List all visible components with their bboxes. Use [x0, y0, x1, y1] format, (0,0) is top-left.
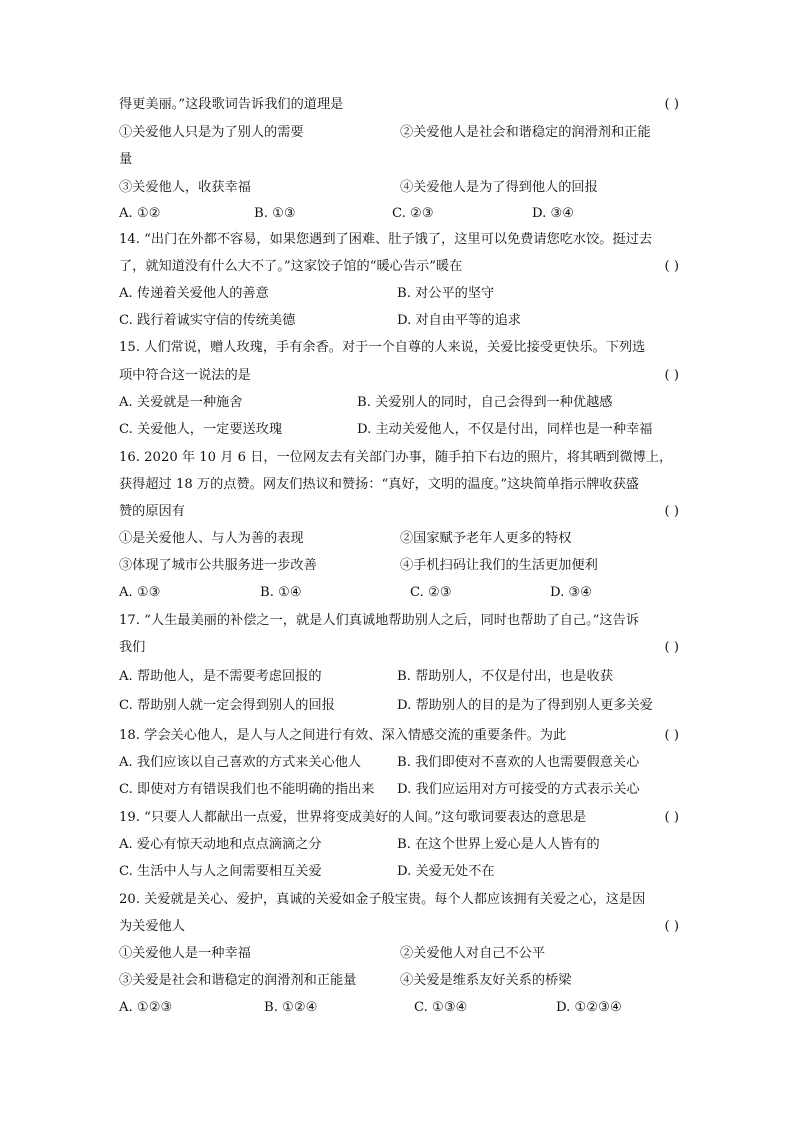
question-16-stem-line-3: 赞的原因有 ( ) — [119, 502, 679, 522]
answer-blank: ( ) — [664, 919, 679, 934]
option-a: A. 关爱就是一种施舍 — [119, 395, 243, 410]
answer-blank: ( ) — [664, 504, 679, 519]
question-20-stem-line-2: 为关爱他人 ( ) — [119, 917, 679, 937]
option-c: C. 生活中人与人之间需要相互关爱 — [119, 864, 322, 879]
option-d: D. 对自由平等的追求 — [397, 313, 521, 328]
statement-4: ④手机扫码让我们的生活更加便利 — [400, 558, 598, 573]
statement-2: ②国家赋予老年人更多的特权 — [400, 531, 572, 546]
option-a: A. 爱心有惊天动地和点点滴滴之分 — [119, 837, 322, 852]
answer-blank: ( ) — [664, 640, 679, 655]
statement-4: ④关爱他人是为了得到他人的回报 — [400, 180, 598, 195]
option-b: B. ①③ — [254, 206, 296, 221]
question-18-stem: 18. 学会关心他人，是人与人之间进行有效、深入情感交流的重要条件。为此 ( ) — [119, 726, 679, 746]
question-15-stem-line-1: 15. 人们常说，赠人玫瑰，手有余香。对于一个自尊的人来说，关爱比接受更快乐。下列选 — [119, 340, 646, 355]
statement-1: ①关爱他人是一种幸福 — [119, 946, 251, 961]
question-16-stem-line-2: 获得超过 18 万的点赞。网友们热议和赞扬：“真好，文明的温度。”这块简单指示牌收获盛 — [119, 477, 639, 492]
question-20-stem-line-1: 20. 关爱就是关心、爱护，真诚的关爱如金子般宝贵。每个人都应该拥有关爱之心，这是因 — [119, 892, 646, 907]
answer-blank: ( ) — [664, 728, 679, 743]
question-19-stem: 19. “只要人人都献出一点爱，世界将变成美好的人间。”这句歌词要表达的意思是 ( ) — [119, 808, 679, 828]
option-a: A. ①③ — [119, 585, 161, 600]
question-16-stem-line-1: 16. 2020 年 10 月 6 日，一位网友去有关部门办事，随手拍下右边的照片，将其晒到微博上， — [119, 450, 673, 465]
answer-blank: ( ) — [664, 97, 679, 112]
answer-blank: ( ) — [664, 259, 679, 274]
question-14-stem-line-1: 14. “出门在外都不容易，如果您遇到了困难、肚子饿了，这里可以免费请您吃水饺。挺过去 — [119, 232, 653, 247]
answer-blank: ( ) — [664, 810, 679, 825]
option-d: D. 关爱无处不在 — [397, 864, 495, 879]
option-b: B. ①④ — [260, 585, 302, 600]
question-17-stem-line-2: 我们 ( ) — [119, 638, 679, 658]
option-c: C. 关爱他人，一定要送玫瑰 — [119, 422, 283, 437]
option-c: C. ②③ — [410, 585, 452, 600]
option-d: D. ③④ — [550, 585, 593, 600]
option-b: B. 关爱别人的同时，自己会得到一种优越感 — [357, 395, 613, 410]
option-d: D. ①②③④ — [556, 1000, 622, 1015]
question-17-stem-line-1: 17. “人生最美丽的补偿之一，就是人们真诚地帮助别人之后，同时也帮助了自己。”这告诉 — [119, 613, 639, 628]
option-c: C. 践行着诚实守信的传统美德 — [119, 313, 296, 328]
option-a: A. ①②③ — [119, 1000, 173, 1015]
question-15-stem-line-2: 项中符合这一说法的是 ( ) — [119, 366, 679, 386]
option-a: A. 传递着关爱他人的善意 — [119, 286, 269, 301]
statement-1: ①是关爱他人、与人为善的表现 — [119, 531, 304, 546]
option-b: B. 帮助别人，不仅是付出，也是收获 — [397, 669, 613, 684]
option-d: D. ③④ — [532, 206, 575, 221]
statement-3: ③关爱是社会和谐稳定的润滑剂和正能量 — [119, 973, 357, 988]
option-b: B. 对公平的坚守 — [397, 286, 495, 301]
statement-2: ②关爱他人是社会和谐稳定的润滑剂和正能 — [400, 125, 651, 140]
answer-blank: ( ) — [664, 368, 679, 383]
option-d: D. 主动关爱他人，不仅是付出，同样也是一种幸福 — [357, 422, 653, 437]
question-13-stem: 得更美丽。”这段歌词告诉我们的道理是 ( ) — [119, 95, 679, 115]
option-d: D. 我们应运用对方可接受的方式表示关心 — [397, 782, 640, 797]
option-c: C. 帮助别人就一定会得到别人的回报 — [119, 698, 335, 713]
statement-3: ③关爱他人，收获幸福 — [119, 180, 251, 195]
option-a: A. 帮助他人，是不需要考虑回报的 — [119, 669, 322, 684]
question-14-stem-line-2: 了，就知道没有什么大不了。”这家饺子馆的“暖心告示”暖在 ( ) — [119, 257, 679, 277]
statement-2: ②关爱他人对自己不公平 — [400, 946, 546, 961]
option-b: B. 我们即使对不喜欢的人也需要假意关心 — [397, 755, 640, 770]
statement-4: ④关爱是维系友好关系的桥梁 — [400, 973, 572, 988]
option-c: C. ②③ — [392, 206, 434, 221]
option-c: C. 即使对方有错误我们也不能明确的指出来 — [119, 782, 375, 797]
option-d: D. 帮助别人的目的是为了得到别人更多关爱 — [397, 698, 653, 713]
statement-2-continued: 量 — [119, 152, 133, 167]
option-a: A. ①② — [119, 206, 161, 221]
option-b: B. ①②④ — [264, 1000, 318, 1015]
statement-3: ③体现了城市公共服务进一步改善 — [119, 558, 317, 573]
option-c: C. ①③④ — [414, 1000, 468, 1015]
statement-1: ①关爱他人只是为了别人的需要 — [119, 125, 304, 140]
option-b: B. 在这个世界上爱心是人人皆有的 — [397, 837, 600, 852]
option-a: A. 我们应该以自己喜欢的方式来关心他人 — [119, 755, 362, 770]
